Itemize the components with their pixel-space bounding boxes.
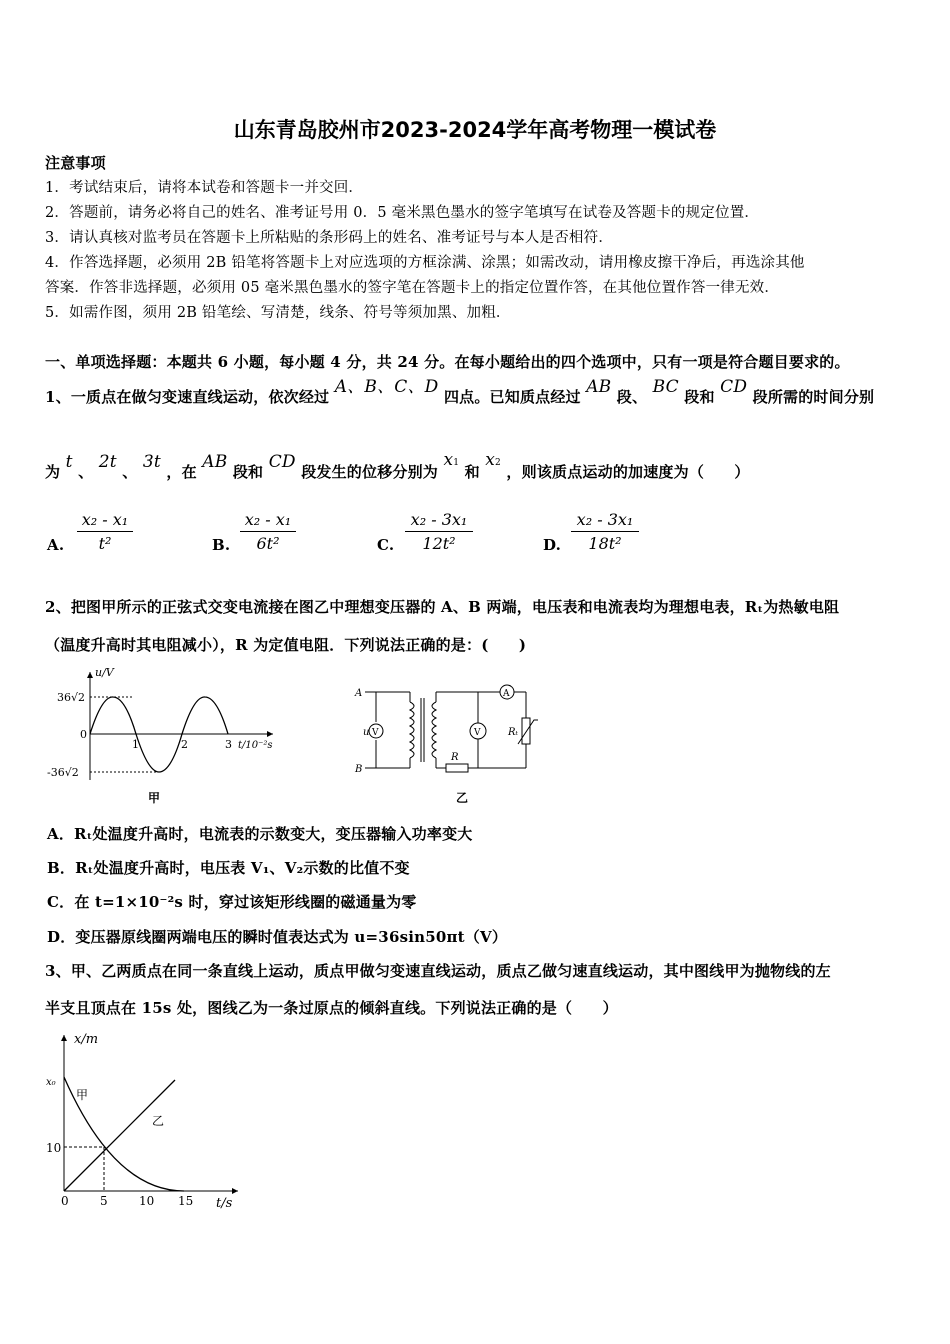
svg-text:10: 10	[139, 1194, 155, 1208]
q2-line1: 2、把图甲所示的正弦式交变电流接在图乙中理想变压器的 A、B 两端，电压表和电流表均为理想电表，Rₜ为热敏电阻	[45, 598, 840, 616]
sine-origin: 0	[80, 728, 87, 741]
resistor-r	[446, 764, 468, 772]
svg-text:x₀: x₀	[46, 1077, 56, 1088]
q1-option-a-fraction: x₂ - x₁ t²	[77, 510, 133, 553]
notice-item: 5．如需作图，须用 2B 铅笔绘、写清楚，线条、符号等须加黑、加粗．	[45, 305, 511, 321]
svg-text:10: 10	[46, 1141, 62, 1155]
svg-text:乙: 乙	[152, 1114, 165, 1128]
notice-item: 3．请认真核对监考员在答题卡上所粘贴的条形码上的姓名、准考证号与本人是否相符．	[45, 230, 614, 246]
q2-line2: （温度升高时其电阻减小），R 为定值电阻．下列说法正确的是：( )	[45, 636, 527, 654]
notice-item: 2．答题前，请务必将自己的姓名、准考证号用 0．5 毫米黑色墨水的签字笔填写在试卷及答题卡的规定位置．	[45, 205, 760, 221]
q2-option-b: B．Rₜ处温度升高时，电压表 V₁、V₂示数的比值不变	[47, 859, 410, 877]
svg-text:A: A	[355, 688, 363, 699]
q2-option-c: C．在 t=1×10⁻²s 时，穿过该矩形线圈的磁通量为零	[47, 893, 417, 911]
q2-option-d: D．变压器原线圈两端电压的瞬时值表达式为 u=36sin50πt（V）	[47, 928, 508, 946]
notice-item: 答案．作答非选择题，必须用 05 毫米黑色墨水的签字笔在答题卡上的指定位置作答，在其他位置作答一律无效．	[45, 280, 780, 296]
svg-text:15: 15	[178, 1194, 194, 1208]
q1-option-d-label: D.	[543, 536, 562, 554]
svg-text:Rₜ: Rₜ	[508, 727, 518, 738]
q2-figure-sine	[45, 660, 295, 810]
sine-caption: 甲	[148, 791, 161, 805]
sine-tick: 1	[132, 738, 139, 751]
q1-option-d-fraction: x₂ - 3x₁ 18t²	[571, 510, 639, 553]
q1-line1: 1、一质点在做匀变速直线运动，依次经过 A、B、C、D 四点。已知质点经过 AB 段、 BC 段和 CD 段所需的时间分别	[45, 377, 875, 406]
svg-text:V: V	[372, 728, 379, 738]
svg-text:R: R	[451, 752, 459, 763]
q1-option-c-fraction: x₂ - 3x₁ 12t²	[405, 510, 473, 553]
q1-line2: 为 t 、 2t 、 3t ，在 AB 段和 CD 段发生的位移分别为 x1 和 x2 ，则该质点运动的加速度为（ ）	[45, 450, 750, 481]
sine-xlabel: t/10⁻²s	[238, 740, 273, 751]
q2-figure-circuit	[350, 680, 550, 810]
sine-ylabel: u/V	[95, 666, 114, 679]
q2-option-a: A．Rₜ处温度升高时，电流表的示数变大，变压器输入功率变大	[47, 825, 473, 843]
svg-text:V: V	[474, 728, 481, 738]
svg-text:x/m: x/m	[74, 1032, 99, 1047]
page-title: 山东青岛胶州市2023-2024学年高考物理一模试卷	[233, 118, 717, 142]
svg-text:u: u	[363, 727, 370, 738]
notice-heading: 注意事项	[45, 154, 106, 172]
svg-text:乙: 乙	[456, 791, 469, 805]
svg-text:5: 5	[100, 1194, 108, 1208]
sine-ymax: 36√2	[57, 691, 86, 704]
sine-tick: 3	[225, 738, 232, 751]
sine-curve	[90, 697, 114, 734]
q1-points: A、B、C、D	[334, 377, 439, 397]
q3-figure-xt	[40, 1025, 260, 1220]
sine-ymin: -36√2	[47, 766, 79, 779]
svg-text:t/s: t/s	[216, 1196, 233, 1211]
q1-option-a-label: A.	[47, 536, 65, 554]
section-heading: 一、单项选择题：本题共 6 小题，每小题 4 分，共 24 分。在每小题给出的四个选项中，只有一项是符合题目要求的。	[45, 353, 850, 371]
q1-option-c-label: C.	[377, 536, 395, 554]
q1-option-b-fraction: x₂ - x₁ 6t²	[240, 510, 296, 553]
notice-item: 1．考试结束后，请将本试卷和答题卡一并交回．	[45, 180, 364, 196]
svg-text:0: 0	[61, 1194, 69, 1208]
q1-option-b-label: B.	[212, 536, 231, 554]
svg-text:甲: 甲	[76, 1088, 89, 1102]
q3-line2: 半支且顶点在 15s 处，图线乙为一条过原点的倾斜直线。下列说法正确的是（ ）	[45, 999, 618, 1017]
thermistor-rt	[522, 718, 530, 744]
svg-text:B: B	[355, 764, 363, 775]
svg-text:A: A	[503, 689, 510, 699]
notice-item: 4．作答选择题，必须用 2B 铅笔将答题卡上对应选项的方框涂满、涂黑；如需改动，请用橡皮擦干净后，再选涂其他	[45, 255, 805, 271]
q3-line1: 3、甲、乙两质点在同一条直线上运动，质点甲做匀变速直线运动，质点乙做匀速直线运动，其中图线甲为抛物线的左	[45, 962, 831, 980]
sine-tick: 2	[181, 738, 188, 751]
